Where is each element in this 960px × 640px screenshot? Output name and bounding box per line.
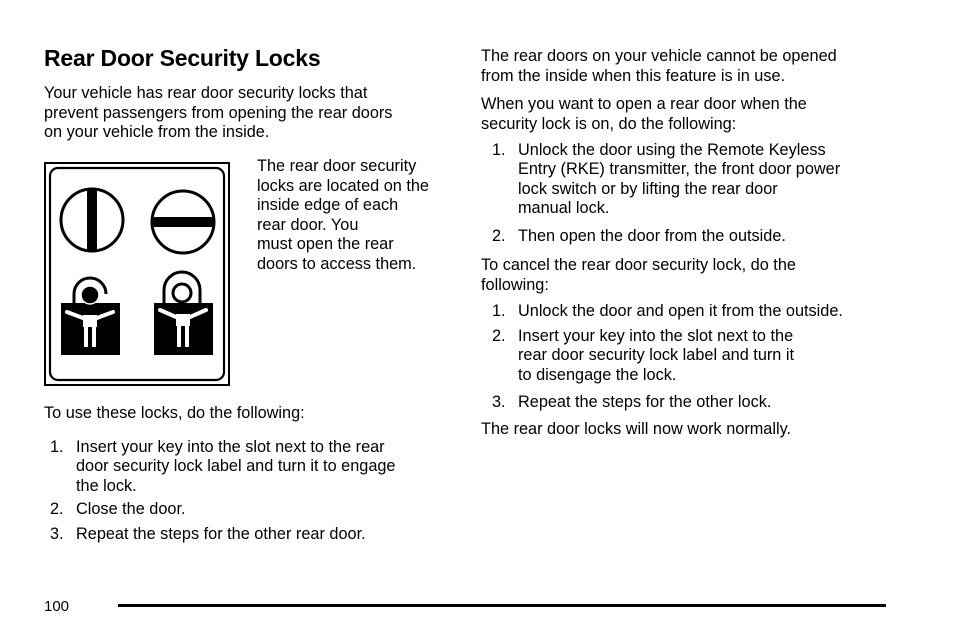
caption-line-2: locks are located on the — [257, 176, 429, 195]
caption-line-6: doors to access them. — [257, 254, 417, 273]
right-p2-line-1: When you want to open a rear door when the — [481, 95, 807, 113]
open-step-2: 2. Then open the door from the outside. — [492, 227, 786, 245]
right-p3-line-2: following: — [481, 275, 549, 294]
intro-line-3: on your vehicle from the inside. — [44, 123, 270, 141]
security-lock-label-figure — [44, 162, 230, 386]
slot-lock-icon — [151, 191, 215, 253]
right-p1-line-1: The rear doors on your vehicle cannot be opened — [481, 47, 837, 65]
intro-line-1: Your vehicle has rear door security locks that — [44, 84, 368, 102]
caption-line-1: The rear door security — [257, 157, 417, 175]
cancel-step-2: 2. Insert your key into the slot next to the rear door security lock label and turn it to disengage the lock. — [492, 327, 795, 384]
right-p1-line-2: from the inside when this feature is in use. — [481, 66, 786, 85]
use-step-1: 1. Insert your key into the slot next to the rear door security lock label and turn it to engage the lock. — [50, 438, 396, 495]
closing-text: The rear door locks will now work normally. — [481, 420, 792, 438]
footer-rule — [118, 604, 886, 607]
use-step-2: 2. Close the door. — [50, 500, 186, 518]
security-lock-label-illustration — [44, 162, 230, 386]
use-step-3: 3. Repeat the steps for the other rear door. — [50, 525, 366, 543]
cancel-step-1: 1. Unlock the door and open it from the outside. — [492, 302, 843, 320]
page-title: Rear Door Security Locks — [44, 45, 321, 71]
caption-line-3: inside edge of each — [257, 196, 399, 214]
slot-unlock-icon — [61, 188, 123, 252]
cancel-step-3: 3. Repeat the steps for the other lock. — [492, 393, 772, 411]
right-p2-line-2: security lock is on, do the following: — [481, 114, 737, 133]
intro-line-2: prevent passengers from opening the rear doors — [44, 103, 393, 122]
caption-line-5: must open the rear — [257, 235, 394, 253]
page-number: 100 — [44, 598, 70, 615]
open-step-1: 1. Unlock the door using the Remote Keyless Entry (RKE) transmitter, the front door power lock switch or by lifting the rear door manual lock. — [492, 141, 841, 218]
right-p3-line-1: To cancel the rear door security lock, do the — [481, 256, 796, 274]
use-intro: To use these locks, do the following: — [44, 404, 305, 422]
caption-line-4: rear door. You — [257, 215, 359, 234]
